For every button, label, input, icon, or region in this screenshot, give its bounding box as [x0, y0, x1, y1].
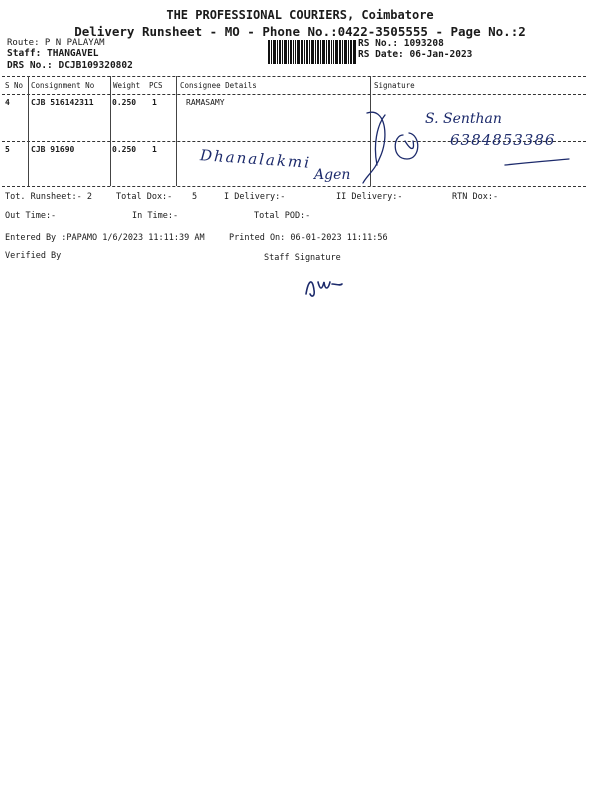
row-consignment: CJB 516142311 [31, 98, 94, 107]
in-time-label: In Time:- [132, 211, 179, 221]
rtn-dox-label: RTN Dox:- [452, 192, 499, 202]
row-weight: 0.250 [112, 145, 137, 154]
tot-runsheet: Tot. Runsheet:- 2 [5, 192, 92, 202]
rs-date: RS Date: 06-Jan-2023 [358, 49, 473, 60]
barcode [268, 40, 356, 64]
i-delivery-label: I Delivery:- [224, 192, 286, 202]
row-pcs: 1 [152, 98, 157, 107]
col-header-sno: S No [5, 81, 24, 90]
col-header-weight: Weight [113, 81, 141, 90]
total-dox-value: 5 [192, 192, 198, 202]
row-pcs: 1 [152, 145, 157, 154]
company-title: THE PROFESSIONAL COURIERS, Coimbatore [166, 8, 434, 22]
col-header-pcs: PCS [149, 81, 163, 90]
printed-on: Printed On: 06-01-2023 11:11:56 [229, 233, 388, 243]
runsheet-subtitle: Delivery Runsheet - MO - Phone No.:0422-3505555 - Page No.:2 [74, 24, 526, 39]
out-time-label: Out Time:- [5, 211, 57, 221]
handwritten-phone-row4: 6384853386 [450, 131, 556, 149]
total-dox-label: Total Dox:- [116, 192, 173, 202]
col-divider [110, 76, 111, 186]
table-top-rule [2, 76, 586, 77]
col-divider [28, 76, 29, 186]
staff-signature-label: Staff Signature [264, 253, 341, 263]
col-divider [176, 76, 177, 186]
col-header-signature: Signature [374, 81, 415, 90]
total-pod-label: Total POD:- [254, 211, 311, 221]
table-header-rule [2, 94, 586, 95]
row-consignee: RAMASAMY [186, 98, 225, 107]
handwritten-name-row4: S. Senthan [425, 111, 502, 127]
row-sno: 5 [5, 145, 10, 154]
row-sno: 4 [5, 98, 10, 107]
col-header-consignment: Consignment No [31, 81, 95, 90]
ii-delivery-label: II Delivery:- [336, 192, 403, 202]
route-label: Route: P N PALAYAM [7, 38, 105, 48]
row-weight: 0.250 [112, 98, 137, 107]
staff-signature-mark [300, 270, 350, 302]
row-consignment: CJB 91690 [31, 145, 75, 154]
handwritten-name-row5: Dhanalakmi [199, 146, 312, 172]
entered-by: Entered By :PAPAMO 1/6/2023 11:11:39 AM [5, 233, 205, 243]
staff-label: Staff: THANGAVEL [7, 48, 99, 59]
drs-number: DRS No.: DCJB109320802 [7, 60, 133, 71]
verified-by-label: Verified By [5, 251, 62, 261]
rs-number: RS No.: 1093208 [358, 38, 444, 49]
handwritten-note-row5: Agen [314, 167, 351, 183]
col-header-consignee: Consignee Details [180, 81, 257, 90]
